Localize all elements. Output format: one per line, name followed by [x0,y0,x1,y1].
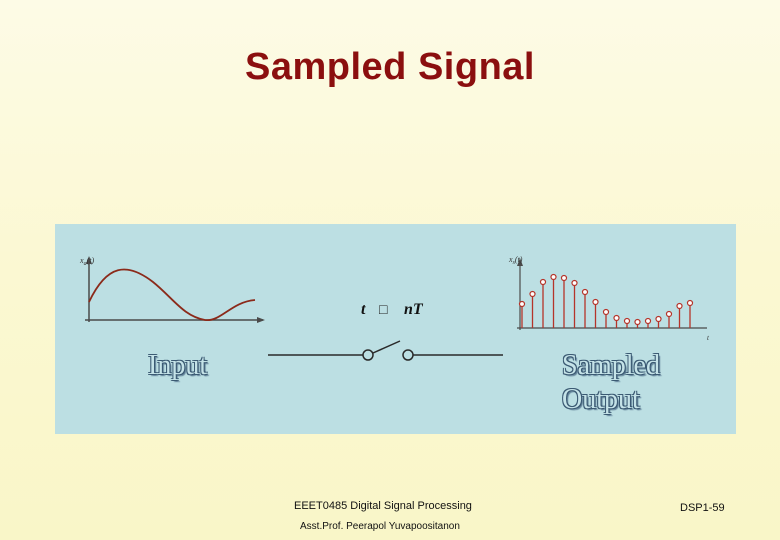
slide-title: Sampled Signal [245,46,535,88]
input-signal-plot [79,256,265,323]
footer-course: EEET0485 Digital Signal Processing [294,500,472,512]
sample-point [551,275,556,280]
sample-point [562,276,567,281]
sampling-switch [268,301,503,360]
sample-point [614,316,619,321]
sample-point [646,319,651,324]
sampled-output-label [562,349,660,417]
sample-point [520,302,525,307]
sample-point [604,310,609,315]
sample-point [583,290,588,295]
sample-point [677,304,682,309]
sample-point [625,319,630,324]
switch-right-terminal [403,350,413,360]
sampled-output-line1: Sampled [562,350,660,381]
sample-point [635,320,640,325]
output-signal-plot [508,255,710,342]
switch-lever [373,341,400,353]
sample-point [541,280,546,285]
switch-left-terminal [363,350,373,360]
input-waveform [89,269,255,320]
maps-to-arrow: □ [379,301,388,317]
switch-t-label: t [361,301,366,318]
footer-page-number: DSP1-59 [680,502,725,514]
input-x-arrow [257,317,265,323]
sample-point [530,292,535,297]
sample-point [688,301,693,306]
input-label: Input [148,350,208,381]
sample-point [593,300,598,305]
sampled-output-line2: Output [562,384,640,415]
switch-nT-label: nT [404,301,423,318]
sample-point [656,317,661,322]
output-axis-label: $x_s(t)$ [509,255,523,266]
diagram-panel [55,224,736,434]
output-t-label: t [707,334,709,342]
sample-point [667,312,672,317]
input-axis-label: $x_a(t)$ [80,256,95,267]
sample-point [572,281,577,286]
footer-author: Asst.Prof. Peerapol Yuvapoositanon [300,521,460,532]
